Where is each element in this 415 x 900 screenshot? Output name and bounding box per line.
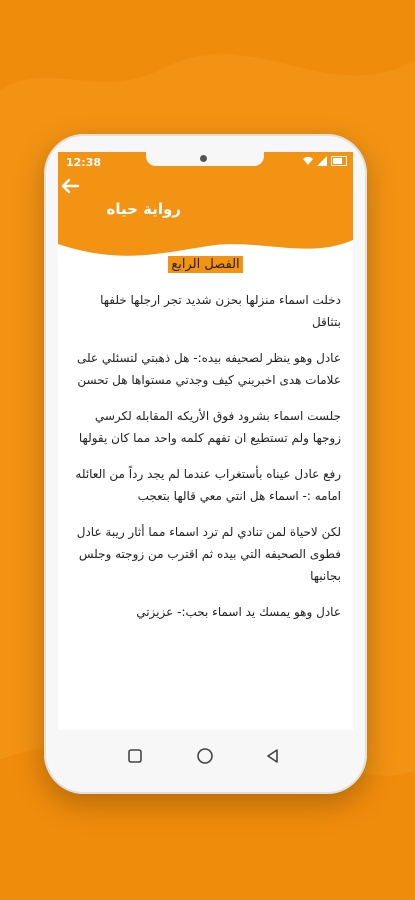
- status-bar: [58, 152, 353, 174]
- status-icons: [303, 156, 347, 166]
- wifi-icon: [303, 156, 313, 166]
- recent-apps-square-icon[interactable]: [125, 746, 145, 766]
- back-triangle-icon[interactable]: [263, 746, 283, 766]
- battery-icon: [331, 156, 347, 166]
- paragraph: رفع عادل عيناه بأستغراب عندما لم يجد رداً من العائله امامه :- اسماء هل انتي معي قالها بتعجب: [75, 467, 341, 503]
- phone-frame: [44, 134, 367, 794]
- paragraph: عادل وهو ينظر لصحيفه بيده:- هل ذهبتي لتسئلي على علامات هدى اخبريني كيف وجدتي مستواها هل تحسن: [76, 351, 341, 387]
- signal-icon: [317, 156, 327, 166]
- paragraph: جلست اسماء بشرود فوق الأريكه المقابله لكرسي زوجها ولم تستطيع ان تفهم كلمه واحد مما كان يقولها: [78, 409, 341, 445]
- paragraph: عادل وهو يمسك يد اسماء بحب:- عزيزتي: [136, 605, 341, 619]
- camera-icon: [200, 155, 207, 162]
- notch: [146, 152, 264, 166]
- app-bar-wave: [58, 174, 353, 264]
- paragraph: لكن لاحياة لمن تنادي لم ترد اسماء مما أثار ريبة عادل فطوى الصحيفه التي بيده ثم اقترب من زوجته وجلس بجانبها: [76, 525, 341, 583]
- chapter-title: الفصل الرابع: [168, 256, 242, 273]
- page-title: رواية حياه: [106, 200, 181, 218]
- back-arrow-icon[interactable]: [58, 174, 82, 198]
- paragraph: دخلت اسماء منزلها بحزن شديد تجر ارجلها خلفها بتثاقل: [100, 293, 341, 329]
- chapter-content[interactable]: [58, 256, 353, 730]
- app-bar: [58, 174, 353, 264]
- status-time: 12:38: [66, 156, 102, 169]
- home-circle-icon[interactable]: [195, 746, 215, 766]
- phone-screen: [58, 152, 353, 730]
- system-nav-bar: [58, 736, 353, 780]
